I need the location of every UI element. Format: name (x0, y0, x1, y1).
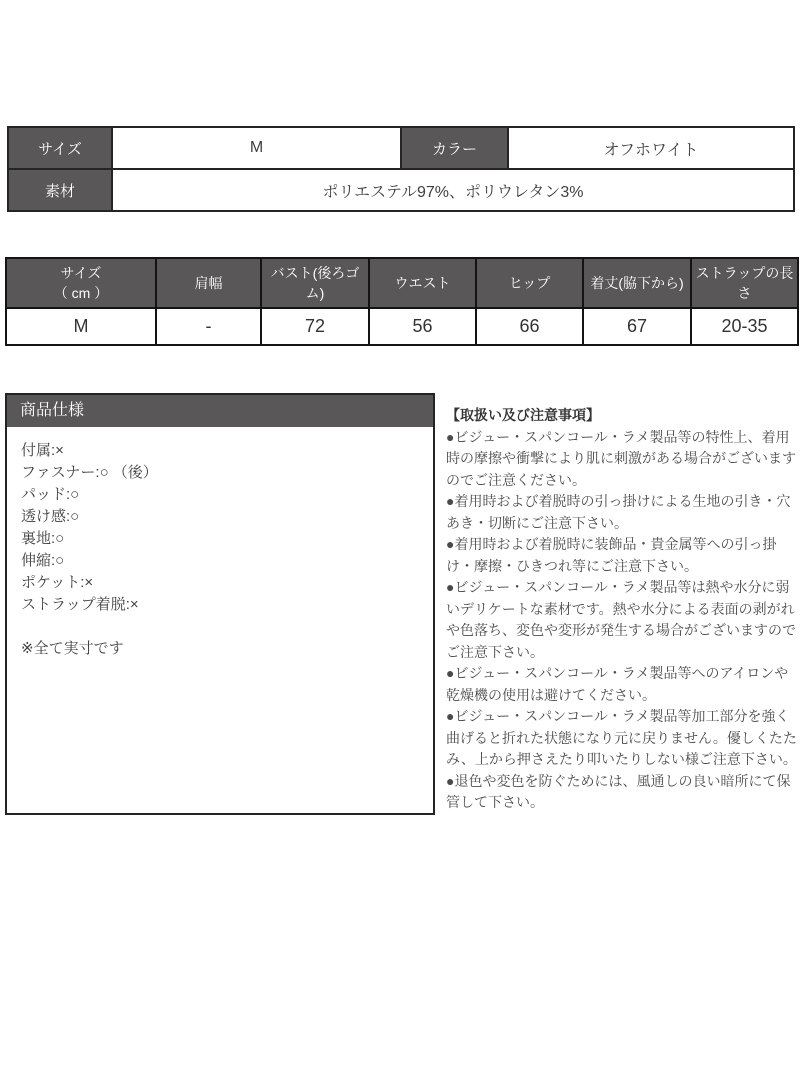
strap-value-cell: 20-35 (691, 308, 798, 345)
size-chart-table (5, 257, 799, 346)
product-info-table (7, 126, 795, 212)
size-label-cell: サイズ (8, 127, 112, 169)
note-item: ●ビジュー・スパンコール・ラメ製品等の特性上、着用時の摩擦や衝撃により肌に刺激がある場合がございますのでご注意ください。 (446, 428, 796, 488)
note-item: ●着用時および着脱時に装飾品・貴金属等への引っ掛け・摩擦・ひきつれ等にご注意下さい。 (446, 536, 777, 574)
table-row (8, 169, 794, 211)
shoulder-header-cell: 肩幅 (156, 258, 261, 308)
spec-item-pad: パッド:○ (21, 486, 80, 503)
spec-item-strap: ストラップ着脱:× (21, 596, 139, 613)
length-header-cell: 着丈(脇下から) (583, 258, 691, 308)
shoulder-value-cell: - (156, 308, 261, 345)
handling-notes (446, 405, 797, 814)
length-value-cell: 67 (583, 308, 691, 345)
note-item: ●ビジュー・スパンコール・ラメ製品等へのアイロンや乾燥機の使用は避けてください。 (446, 665, 789, 703)
spec-box-title: 商品仕様 (7, 395, 433, 427)
bust-value-cell: 72 (261, 308, 369, 345)
note-item: ●退色や変色を防ぐためには、風通しの良い暗所にて保管して下さい。 (446, 772, 791, 810)
waist-value-cell: 56 (369, 308, 476, 345)
spec-item-fastener: ファスナー:○ （後） (21, 464, 158, 481)
size-chart-header-row (6, 258, 798, 308)
color-label-cell: カラー (401, 127, 508, 169)
size-value-cell: M (112, 127, 401, 169)
hip-value-cell: 66 (476, 308, 583, 345)
material-value-cell: ポリエステル97%、ポリウレタン3% (112, 169, 794, 211)
size-header-line2: （ cm ） (53, 285, 109, 301)
spec-note: ※全て実寸です (21, 640, 124, 657)
bust-header-cell: バスト(後ろゴム) (261, 258, 369, 308)
strap-header-cell: ストラップの長さ (691, 258, 798, 308)
note-item: ●着用時および着脱時の引っ掛けによる生地の引き・穴あき・切断にご注意下さい。 (446, 493, 791, 531)
handling-notes-title: 【取扱い及び注意事項】 (446, 407, 600, 423)
color-value-cell: オフホワイト (508, 127, 794, 169)
product-spec-box (5, 393, 435, 815)
spec-list (7, 427, 433, 660)
hip-header-cell: ヒップ (476, 258, 583, 308)
spec-item-stretch: 伸縮:○ (21, 552, 65, 569)
note-item: ●ビジュー・スパンコール・ラメ製品等は熱や水分に弱いデリケートな素材です。熱や水分による表面の剥がれや色落ち、変色や変形が発生する場合がございますのでご注意下さい。 (446, 579, 796, 660)
table-row (8, 127, 794, 169)
size-value-cell: M (6, 308, 156, 345)
note-item: ●ビジュー・スパンコール・ラメ製品等加工部分を強く曲げると折れた状態になり元に戻りません。優しくたたみ、上から押さえたり叩いたりしない様ご注意下さい。 (446, 708, 797, 767)
material-label-cell: 素材 (8, 169, 112, 211)
size-chart-data-row (6, 308, 798, 345)
spec-item-pocket: ポケット:× (21, 574, 94, 591)
spec-item-sheerness: 透け感:○ (21, 508, 80, 525)
size-header-line1: サイズ (60, 265, 102, 281)
size-cm-header-cell (6, 258, 156, 308)
spec-item-attachment: 付属:× (21, 442, 64, 459)
spec-item-lining: 裏地:○ (21, 530, 65, 547)
waist-header-cell: ウエスト (369, 258, 476, 308)
